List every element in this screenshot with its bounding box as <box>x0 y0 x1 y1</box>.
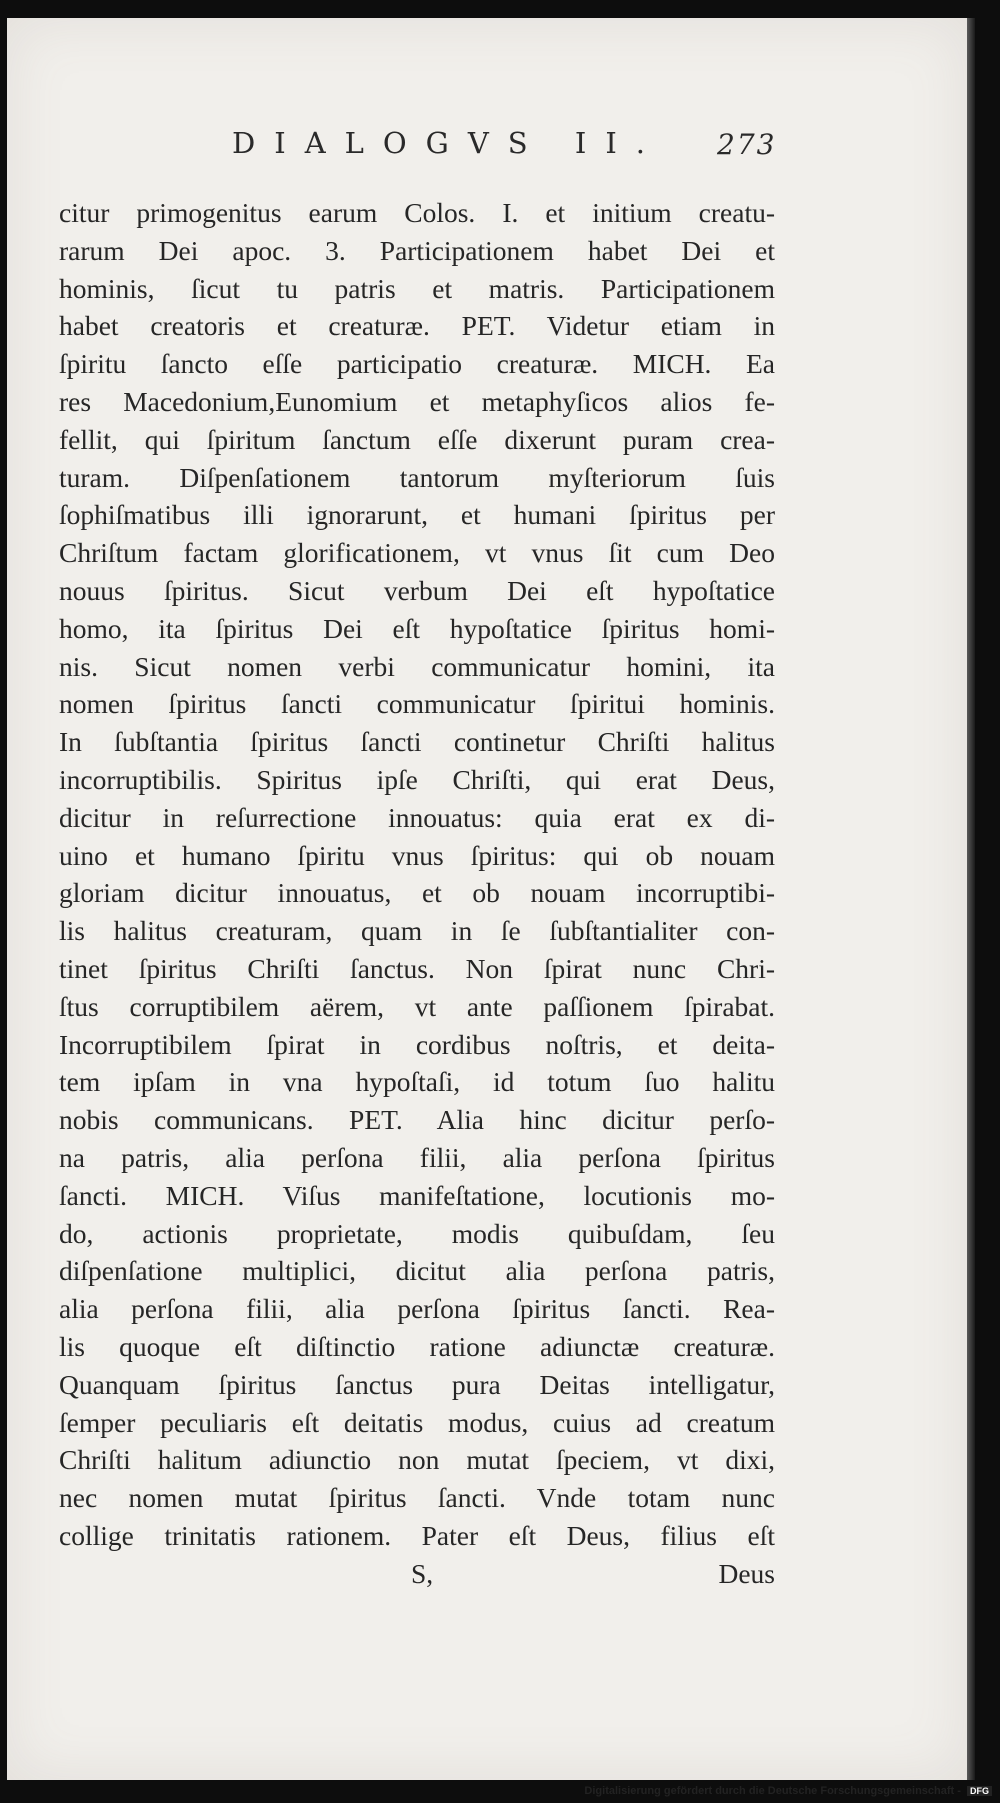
text-line: res Macedonium,Eunomium et metaphyſicos alios fe- <box>59 385 775 417</box>
dfg-logo: DFG <box>967 1786 992 1796</box>
text-line: gloriam dicitur innouatus, et ob nouam incorruptibi- <box>59 877 775 909</box>
text-line: tem ipſam in vna hypoſtaſi, id totum ſuo halitu <box>59 1066 775 1098</box>
text-line: tinet ſpiritus Chriſti ſanctus. Non ſpirat nunc Chri- <box>59 952 775 984</box>
text-line: ſtus corruptibilem aërem, vt ante paſſionem ſpirabat. <box>59 990 775 1022</box>
text-line: alia perſona filii, alia perſona ſpiritus ſancti. Rea- <box>59 1293 775 1325</box>
signature-mark: S, <box>411 1558 434 1589</box>
text-line: Incorruptibilem ſpirat in cordibus noſtris, et deita- <box>59 1028 775 1060</box>
catchword: Deus <box>718 1558 775 1589</box>
text-line: ſemper peculiaris eſt deitatis modus, cuius ad creatum <box>59 1406 775 1438</box>
text-line: habet creatoris et creaturæ. PET. Videtur etiam in <box>59 310 775 342</box>
text-line: nis. Sicut nomen verbi communicatur homini, ita <box>59 650 775 682</box>
page-edge <box>967 18 975 1780</box>
text-line: citur primogenitus earum Colos. I. et initium creatu- <box>59 197 775 228</box>
credit-text: Digitalisierung gefördert durch die Deutsche Forschungsgemeinschaft - <box>584 1785 961 1797</box>
text-line: ſpiritu ſancto eſſe participatio creaturæ. MICH. Ea <box>59 348 775 380</box>
text-line: Chriſti halitum adiunctio non mutat ſpeciem, vt dixi, <box>59 1444 775 1476</box>
text-line: nouus ſpiritus. Sicut verbum Dei eſt hypoſtatice <box>59 574 775 606</box>
text-line: hominis, ſicut tu patris et matris. Participationem <box>59 272 775 304</box>
text-line: nobis communicans. PET. Alia hinc dicitur perſo- <box>59 1104 775 1136</box>
text-line: na patris, alia perſona filii, alia perſona ſpiritus <box>59 1141 775 1173</box>
text-line: do, actionis proprietate, modis quibuſdam, ſeu <box>59 1217 775 1249</box>
text-line: Chriſtum factam glorificationem, vt vnus ſit cum Deo <box>59 537 775 569</box>
text-line: nomen ſpiritus ſancti communicatur ſpiritui hominis. <box>59 688 775 720</box>
text-line: nec nomen mutat ſpiritus ſancti. Vnde totam nunc <box>59 1482 775 1514</box>
text-line: In ſubſtantia ſpiritus ſancti continetur Chriſti halitus <box>59 726 775 758</box>
page-footer <box>59 1558 775 1598</box>
digitization-credit <box>584 1785 992 1797</box>
text-line: uino et humano ſpiritu vnus ſpiritus: qui ob nouam <box>59 839 775 871</box>
text-line: lis halitus creaturam, quam in ſe ſubſtantialiter con- <box>59 915 775 947</box>
running-head: DIALOGVS II. <box>232 126 665 160</box>
text-line: ſancti. MICH. Viſus manifeſtatione, locutionis mo- <box>59 1179 775 1211</box>
text-line: collige trinitatis rationem. Pater eſt Deus, filius eſt <box>59 1519 775 1551</box>
page-number: 273 <box>717 128 777 161</box>
text-line: lis quoque eſt diſtinctio ratione adiunctæ creaturæ. <box>59 1330 775 1362</box>
text-line: rarum Dei apoc. 3. Participationem habet Dei et <box>59 234 775 266</box>
text-line: turam. Diſpenſationem tantorum myſteriorum ſuis <box>59 461 775 493</box>
page-header <box>7 126 967 176</box>
text-line: Quanquam ſpiritus ſanctus pura Deitas intelligatur, <box>59 1368 775 1400</box>
text-line: diſpenſatione multiplici, dicitut alia perſona patris, <box>59 1255 775 1287</box>
text-line: dicitur in reſurrectione innouatus: quia erat ex di- <box>59 801 775 833</box>
book-page <box>7 18 967 1780</box>
text-line: homo, ita ſpiritus Dei eſt hypoſtatice ſpiritus homi- <box>59 612 775 644</box>
text-line: incorruptibilis. Spiritus ipſe Chriſti, qui erat Deus, <box>59 763 775 795</box>
text-line: ſophiſmatibus illi ignorarunt, et humani ſpiritus per <box>59 499 775 531</box>
text-line: fellit, qui ſpiritum ſanctum eſſe dixerunt puram crea- <box>59 423 775 455</box>
body-text <box>59 194 775 1555</box>
